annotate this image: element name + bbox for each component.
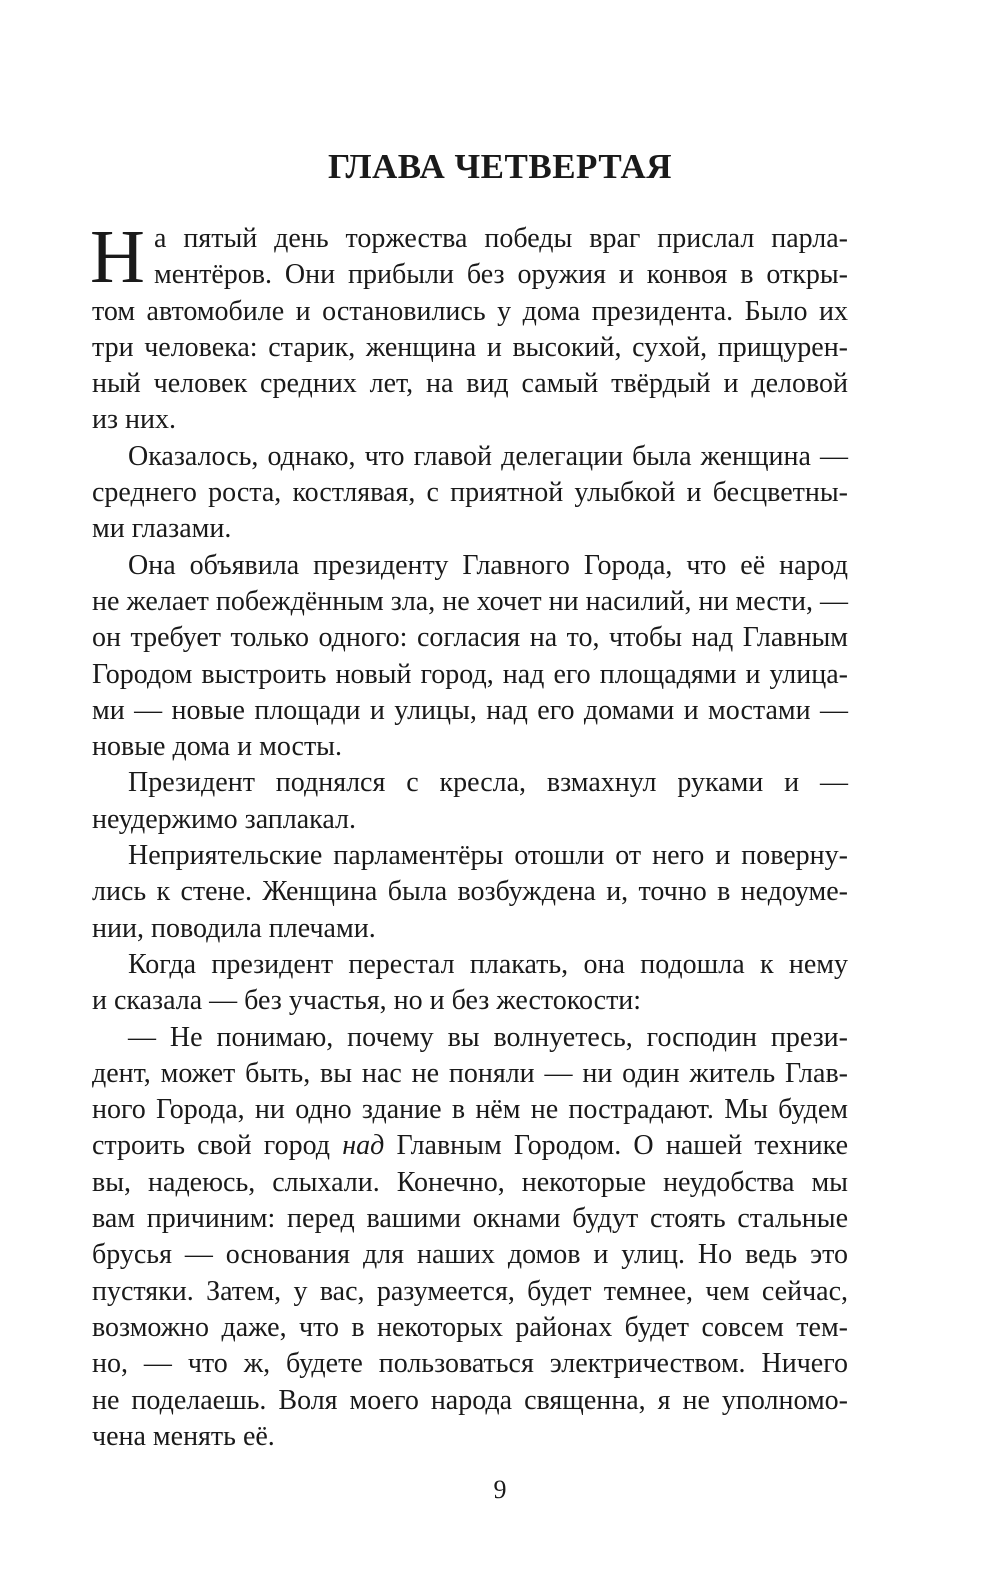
text-line: он требует только одного: согласия на то, чтобы над Главным: [92, 622, 848, 654]
chapter-text: [90, 215, 848, 1455]
text-line: пустяки. Затем, у вас, разумеется, будет темнее, чем сейчас,: [92, 1275, 848, 1307]
drop-cap: Н: [90, 215, 145, 299]
text-line: лись к стене. Женщина была возбуждена и, точно в недоуме-: [92, 876, 848, 908]
text-line: строить свой город над Главным Городом. О нашей технике: [92, 1130, 848, 1162]
text-line: ми — новые площади и улицы, над его домами и мостами —: [92, 694, 848, 726]
text-line: ного Города, ни одно здание в нём не пострадают. Мы будем: [92, 1094, 848, 1126]
text-line: не поделаешь. Воля моего народа священна, я не уполномо-: [92, 1384, 848, 1416]
text-line: среднего роста, костлявая, с приятной улыбкой и бесцветны-: [92, 477, 848, 509]
text-line: Неприятельские парламентёры отошли от него и поверну-: [128, 840, 848, 872]
text-line: нии, поводила плечами.: [92, 912, 376, 944]
text-line: три человека: старик, женщина и высокий, сухой, прищурен-: [92, 331, 848, 363]
text-line: Она объявила президенту Главного Города, что её народ: [128, 549, 848, 581]
text-line: Президент поднялся с кресла, взмахнул руками и —: [128, 767, 848, 799]
text-line: неудержимо заплакал.: [92, 803, 357, 835]
text-line: и сказала — без участья, но и без жестокости:: [92, 985, 642, 1017]
text-line: брусья — основания для наших домов и улиц. Но ведь это: [92, 1239, 848, 1271]
text-line: а пятый день торжества победы враг прислал парла-: [154, 223, 848, 254]
text-line: ный человек средних лет, на вид самый твёрдый и деловой: [92, 368, 848, 400]
text-line: том автомобиле и остановились у дома президента. Было их: [92, 295, 848, 327]
text-line: не желает побеждённым зла, не хочет ни насилий, ни мести, —: [92, 585, 848, 617]
text-line: ми глазами.: [92, 513, 232, 545]
text-line: дент, может быть, вы нас не поняли — ни один житель Глав-: [92, 1057, 848, 1089]
text-line: Когда президент перестал плакать, она подошла к нему: [128, 948, 848, 980]
text-line: Оказалось, однако, что главой делегации была женщина —: [128, 440, 848, 472]
text-line: — Не понимаю, почему вы волнуетесь, господин прези-: [128, 1021, 848, 1053]
text-line: вам причиним: перед вашими окнами будут стоять стальные: [92, 1203, 848, 1235]
text-line: но, — что ж, будете пользоваться электричеством. Ничего: [92, 1348, 848, 1380]
text-line: Городом выстроить новый город, над его площадями и улица-: [92, 658, 848, 690]
chapter-title: ГЛАВА ЧЕТВЕРТАЯ: [327, 147, 673, 186]
page-number: 9: [493, 1475, 507, 1504]
text-line: чена менять её.: [92, 1420, 275, 1452]
text-line: из них.: [92, 404, 177, 436]
text-line: вы, надеюсь, слыхали. Конечно, некоторые неудобства мы: [92, 1166, 848, 1198]
text-line: новые дома и мосты.: [92, 731, 342, 763]
text-lines: [90, 215, 848, 1455]
text-line: ментёров. Они прибыли без оружия и конвоя в откры-: [154, 259, 848, 291]
text-line: возможно даже, что в некоторых районах будет совсем тем-: [92, 1311, 848, 1343]
